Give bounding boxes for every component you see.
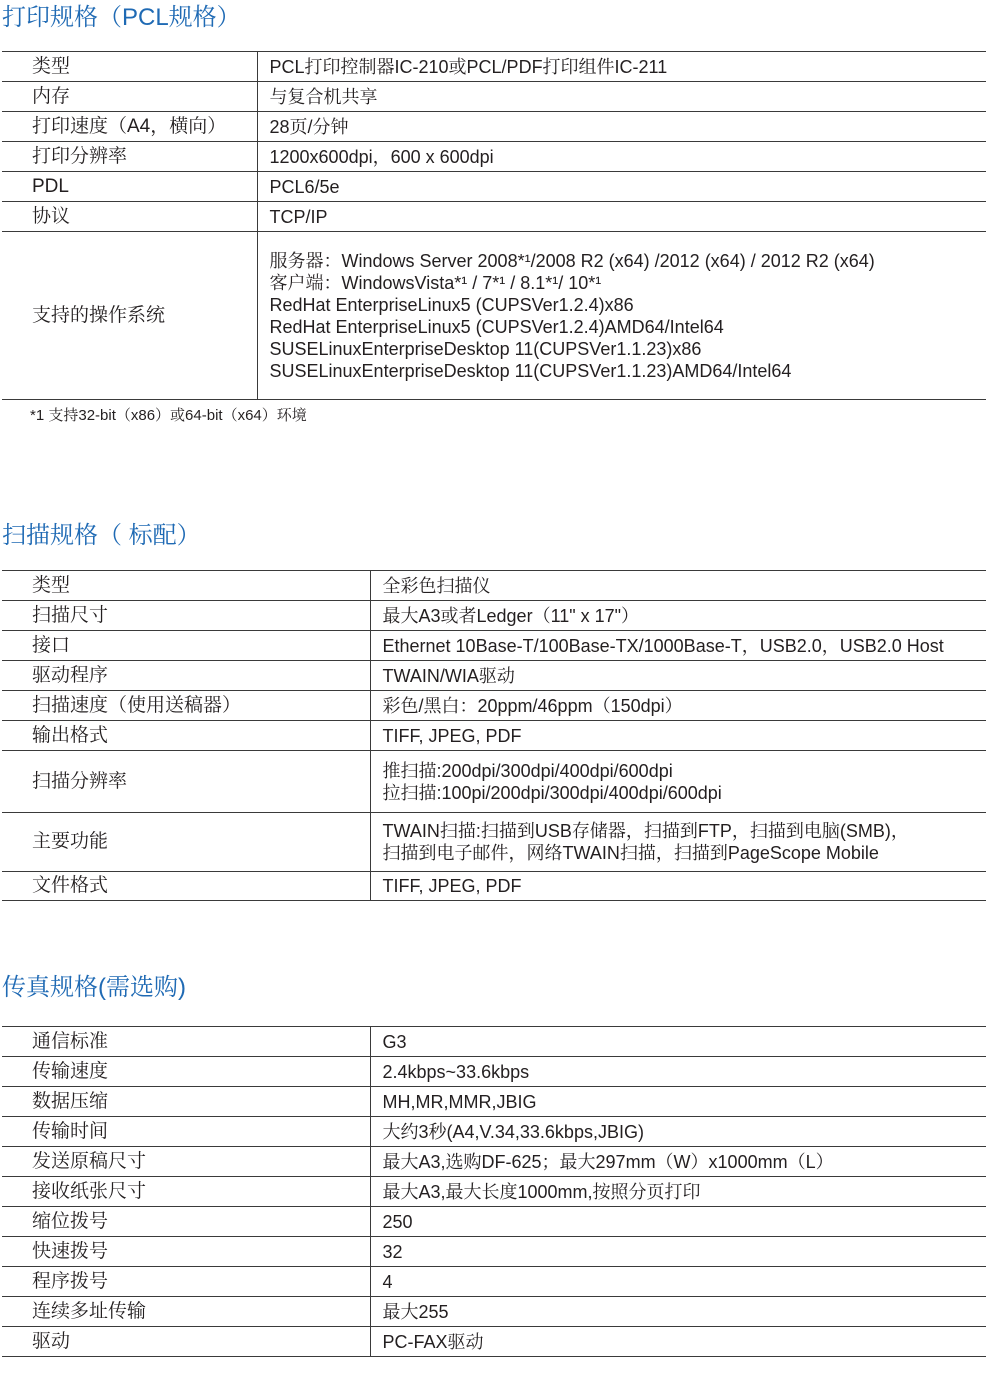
table-row — [2, 601, 986, 631]
fax-spec-body — [2, 1027, 986, 1357]
table-row — [2, 82, 986, 112]
table-row — [2, 1147, 986, 1177]
spec-value — [370, 601, 986, 631]
table-row — [2, 661, 986, 691]
spec-key: 扫描分辨率 — [2, 751, 370, 813]
spec-key: 通信标准 — [2, 1027, 370, 1057]
table-row — [2, 631, 986, 661]
spec-value — [370, 1057, 986, 1087]
spec-value-line: 拉扫描:100pi/200dpi/300dpi/400dpi/600dpi — [382, 782, 722, 803]
print-spec-body — [2, 52, 986, 400]
spec-key: 打印速度（A4，横向） — [2, 112, 257, 142]
table-row — [2, 1207, 986, 1237]
table-row — [2, 1057, 986, 1087]
spec-key: 快速拨号 — [2, 1237, 370, 1267]
spec-key: 扫描速度（使用送稿器） — [2, 691, 370, 721]
spec-key: 接口 — [2, 631, 370, 661]
spec-value-line: 32 — [382, 1241, 403, 1262]
spec-value — [257, 142, 986, 172]
spec-value-line: 与复合机共享 — [269, 86, 378, 107]
spec-value-line: 250 — [382, 1211, 413, 1232]
table-row — [2, 1117, 986, 1147]
table-row — [2, 1027, 986, 1057]
spec-key: 支持的操作系统 — [2, 232, 257, 400]
table-row — [2, 1087, 986, 1117]
table-row — [2, 1177, 986, 1207]
spec-value — [370, 1237, 986, 1267]
spec-value-line: 最大A3,选购DF-625；最大297mm（W）x1000mm（L） — [382, 1151, 834, 1172]
table-row — [2, 872, 986, 901]
print-section-title: 打印规格（PCL规格） — [2, 4, 241, 31]
spec-value-line: 4 — [382, 1271, 393, 1292]
spec-value-line: 彩色/黑白：20ppm/46ppm（150dpi） — [382, 695, 683, 716]
spec-value-line: 最大A3,最大长度1000mm,按照分页打印 — [382, 1181, 701, 1202]
spec-value-line: 全彩色扫描仪 — [382, 575, 491, 596]
spec-key: 协议 — [2, 202, 257, 232]
spec-value — [370, 1297, 986, 1327]
spec-value-line: 28页/分钟 — [269, 116, 349, 137]
spec-value — [370, 1207, 986, 1237]
spec-key: 内存 — [2, 82, 257, 112]
spec-value — [370, 661, 986, 691]
table-row — [2, 721, 986, 751]
spec-key: 扫描尺寸 — [2, 601, 370, 631]
spec-value — [370, 872, 986, 901]
spec-value — [370, 1177, 986, 1207]
spec-value — [257, 172, 986, 202]
spec-value-line: 客户端：WindowsVista*¹ / 7*¹ / 8.1*¹/ 10*¹ — [269, 272, 602, 293]
spec-value — [370, 813, 986, 872]
table-row — [2, 1327, 986, 1357]
spec-value — [370, 1087, 986, 1117]
spec-value-line: TCP/IP — [269, 206, 328, 227]
spec-value-line: 最大255 — [382, 1301, 449, 1322]
spec-key: 主要功能 — [2, 813, 370, 872]
spec-value — [370, 1267, 986, 1297]
table-row — [2, 1297, 986, 1327]
spec-value — [257, 232, 986, 400]
print-spec-table — [2, 51, 986, 400]
spec-value — [370, 1147, 986, 1177]
spec-value-line: G3 — [382, 1031, 407, 1052]
spec-key: 接收纸张尺寸 — [2, 1177, 370, 1207]
spec-value-line: PC-FAX驱动 — [382, 1331, 484, 1352]
table-row — [2, 52, 986, 82]
spec-key: 发送原稿尺寸 — [2, 1147, 370, 1177]
table-row — [2, 691, 986, 721]
spec-key: 类型 — [2, 52, 257, 82]
scan-section-title: 扫描规格（ 标配） — [2, 522, 201, 549]
spec-value — [370, 631, 986, 661]
spec-key: 类型 — [2, 571, 370, 601]
spec-value — [370, 1327, 986, 1357]
spec-value-line: TIFF, JPEG, PDF — [382, 725, 522, 746]
spec-key: 传输时间 — [2, 1117, 370, 1147]
table-row — [2, 172, 986, 202]
spec-value-line: Ethernet 10Base-T/100Base-TX/1000Base-T，USB2.0，USB2.0 Host — [382, 635, 944, 656]
scan-spec-body — [2, 571, 986, 901]
spec-value — [257, 82, 986, 112]
spec-value-line: 2.4kbps~33.6kbps — [382, 1061, 530, 1082]
spec-key: 输出格式 — [2, 721, 370, 751]
table-row — [2, 1237, 986, 1267]
table-row — [2, 202, 986, 232]
spec-value-line: TWAIN/WIA驱动 — [382, 665, 515, 686]
spec-value-line: 扫描到电子邮件，网络TWAIN扫描，扫描到PageScope Mobile — [382, 843, 879, 863]
spec-value-line: TWAIN扫描:扫描到USB存储器，扫描到FTP，扫描到电脑(SMB)， — [382, 821, 909, 841]
table-row — [2, 112, 986, 142]
spec-value — [370, 1117, 986, 1147]
spec-key: 传输速度 — [2, 1057, 370, 1087]
spec-key: 驱动程序 — [2, 661, 370, 691]
spec-value — [370, 721, 986, 751]
table-row — [2, 751, 986, 813]
table-row — [2, 142, 986, 172]
spec-value-line: 推扫描:200dpi/300dpi/400dpi/600dpi — [382, 760, 673, 781]
spec-value — [370, 751, 986, 813]
spec-key: 驱动 — [2, 1327, 370, 1357]
spec-value-line: RedHat EnterpriseLinux5 (CUPSVer1.2.4)x86 — [269, 294, 634, 315]
table-row — [2, 232, 986, 400]
spec-key: 文件格式 — [2, 872, 370, 901]
spec-value — [257, 202, 986, 232]
spec-key: PDL — [2, 172, 257, 202]
table-row — [2, 1267, 986, 1297]
spec-value — [257, 112, 986, 142]
spec-value-line: RedHat EnterpriseLinux5 (CUPSVer1.2.4)AMD64/Intel64 — [269, 316, 724, 337]
spec-key: 连续多址传输 — [2, 1297, 370, 1327]
table-row — [2, 571, 986, 601]
print-footnote: *1 支持32-bit（x86）或64-bit（x64）环境 — [30, 407, 307, 424]
spec-value-line: SUSELinuxEnterpriseDesktop 11(CUPSVer1.1.23)x86 — [269, 338, 702, 359]
spec-value-line: 1200x600dpi，600 x 600dpi — [269, 146, 494, 167]
spec-key: 程序拨号 — [2, 1267, 370, 1297]
table-row — [2, 813, 986, 872]
fax-spec-table — [2, 1026, 986, 1357]
spec-key: 缩位拨号 — [2, 1207, 370, 1237]
scan-spec-table — [2, 570, 986, 901]
spec-value-line: SUSELinuxEnterpriseDesktop 11(CUPSVer1.1.23)AMD64/Intel64 — [269, 360, 792, 381]
spec-value-line: 服务器：Windows Server 2008*¹/2008 R2 (x64) /2012 (x64) / 2012 R2 (x64) — [269, 250, 875, 271]
spec-value-line: MH,MR,MMR,JBIG — [382, 1091, 537, 1112]
spec-value-line: TIFF, JPEG, PDF — [382, 876, 522, 896]
spec-value-line: 大约3秒(A4,V.34,33.6kbps,JBIG) — [382, 1121, 644, 1142]
fax-section-title: 传真规格(需选购) — [2, 974, 186, 1001]
spec-value-line: PCL6/5e — [269, 176, 340, 197]
spec-value — [370, 691, 986, 721]
spec-value — [257, 52, 986, 82]
spec-value — [370, 1027, 986, 1057]
spec-value-line: PCL打印控制器IC-210或PCL/PDF打印组件IC-211 — [269, 56, 668, 77]
spec-value — [370, 571, 986, 601]
spec-key: 数据压缩 — [2, 1087, 370, 1117]
spec-key: 打印分辨率 — [2, 142, 257, 172]
spec-value-line: 最大A3或者Ledger（11" x 17"） — [382, 605, 640, 626]
